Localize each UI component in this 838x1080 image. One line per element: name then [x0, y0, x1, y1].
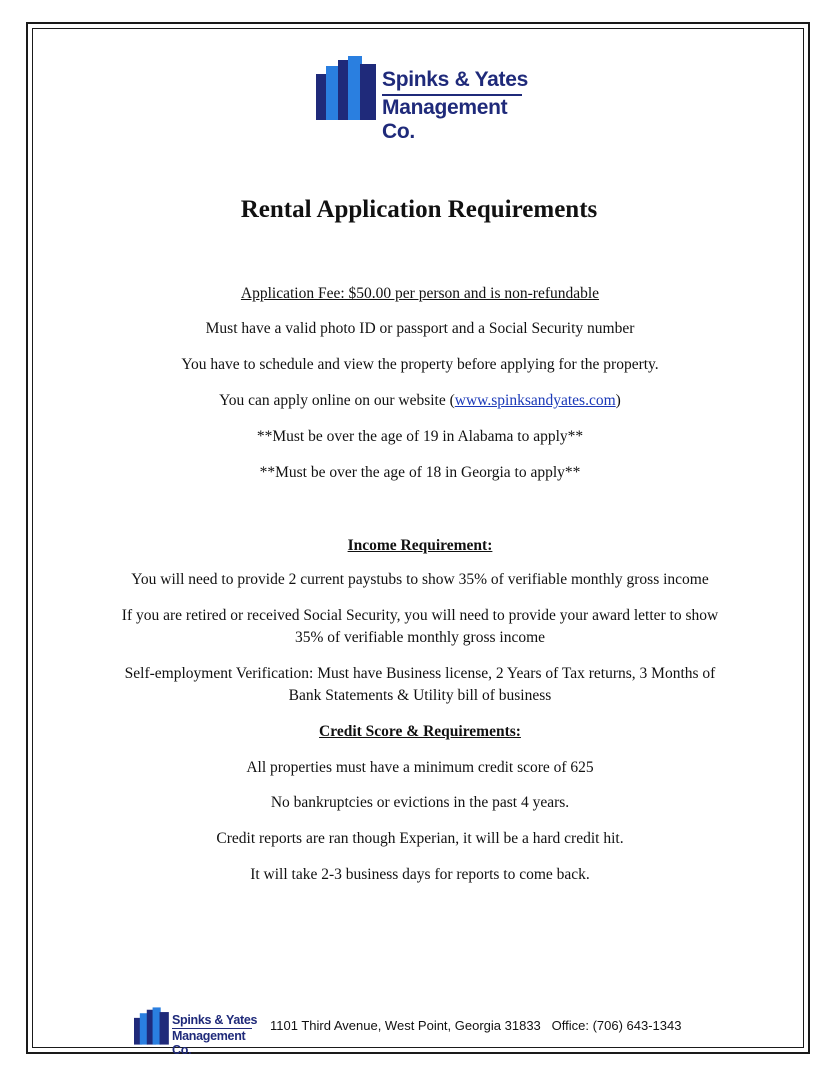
- footer-logo: [134, 1004, 258, 1057]
- buildings-logo-icon: [316, 56, 378, 120]
- retired-line-2: 35% of verifiable monthly gross income: [294, 629, 546, 646]
- age-georgia-line: **Must be over the age of 18 in Georgia to apply**: [259, 464, 581, 481]
- income-heading-line: [60, 535, 780, 557]
- paystubs-line: You will need to provide 2 current paystubs to show 35% of verifiable monthly gross income: [131, 571, 709, 588]
- website-link[interactable]: www.spinksandyates.com: [454, 392, 616, 409]
- company-logo: [316, 56, 536, 143]
- application-fee-text: Application Fee: $50.00 per person and is non-refundable: [240, 285, 600, 302]
- self-employment-line-2: Bank Statements & Utility bill of business: [288, 687, 552, 704]
- apply-online-line: [60, 390, 780, 412]
- bankruptcy-line: No bankruptcies or evictions in the past 4 years.: [270, 794, 570, 811]
- credit-heading: Credit Score & Requirements:: [319, 723, 521, 740]
- retired-line-1: If you are retired or received Social Security, you will need to provide your award letter to show: [121, 607, 719, 624]
- footer-office-phone: Office: (706) 643-1343: [551, 1018, 682, 1033]
- footer-logo-name-line1: Spinks & Yates: [172, 1013, 258, 1027]
- turnaround-line: It will take 2-3 business days for reports to come back.: [250, 866, 590, 883]
- income-heading: Income Requirement:: [347, 537, 493, 554]
- credit-heading-line: [60, 721, 780, 743]
- min-credit-score-line: All properties must have a minimum credit score of 625: [246, 759, 594, 776]
- footer-logo-name-line2: Management Co.: [172, 1029, 246, 1057]
- id-requirement-line: Must have a valid photo ID or passport and a Social Security number: [205, 320, 635, 337]
- experian-line: Credit reports are ran though Experian, it will be a hard credit hit.: [216, 830, 624, 847]
- logo-name-line1: Spinks & Yates: [382, 68, 528, 91]
- schedule-line: You have to schedule and view the property before applying for the property.: [181, 356, 659, 373]
- footer-contact: [270, 1018, 681, 1033]
- page-title: Rental Application Requirements: [240, 196, 598, 223]
- apply-online-prefix: You can apply online on our website (: [219, 392, 455, 409]
- buildings-logo-icon: [134, 1006, 170, 1046]
- application-fee-line: [60, 283, 780, 305]
- self-employment-line-1: Self-employment Verification: Must have Business license, 2 Years of Tax returns, 3 Months of: [124, 665, 716, 682]
- apply-online-suffix: ): [615, 392, 621, 409]
- footer-address: 1101 Third Avenue, West Point, Georgia 31833: [270, 1018, 541, 1033]
- age-alabama-line: **Must be over the age of 19 in Alabama to apply**: [256, 428, 584, 445]
- logo-name-line2: Management Co.: [382, 96, 508, 143]
